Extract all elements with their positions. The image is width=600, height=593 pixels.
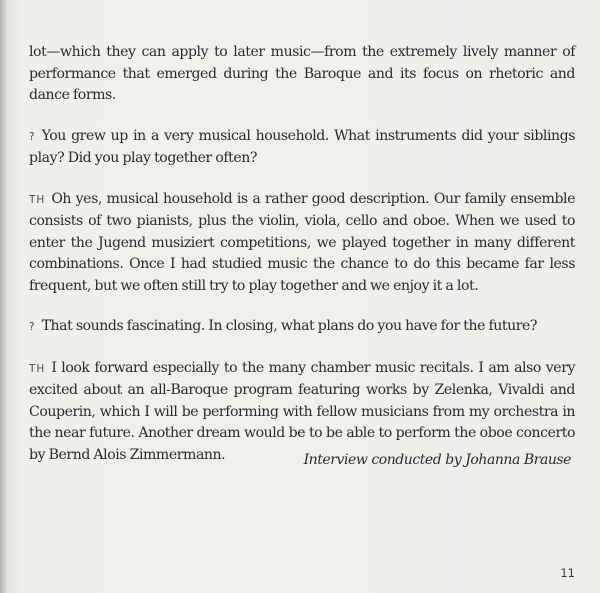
intro-text: lot—which they can apply to later music—from the extremely lively manner of performance that emerged during the Baroque and its focus on rhetoric and dance forms. [29, 44, 575, 103]
answer-1-speaker: TH [29, 193, 46, 206]
question-2-text: That sounds fascinating. In closing, what plans do you have for the future? [41, 318, 538, 334]
interview-credit: Interview conducted by Johanna Brause [303, 452, 571, 468]
question-1-text: You grew up in a very musical household. What instruments did your siblings play? Did you play together often? [29, 127, 575, 166]
answer-2-text: I look forward especially to the many chamber music recitals. I am also very excited about an all-Baroque program featuring works by Zelenka, Vivaldi and Couperin, which I will be performing with fellow musicians from my orchestra in the near future. Another dream would be to be able to perform the oboe concerto by Bernd Alois Zimmermann. [29, 359, 575, 463]
answer-1 [29, 189, 575, 298]
answer-1-text: Oh yes, musical household is a rather good description. Our family ensemble consists of two pianists, plus the violin, viola, cello and oboe. When we used to enter the Jugend musiziert competitions, we played together in many different combinations. Once I had studied music the chance to do this became far less frequent, but we often still try to play together and we enjoy it a lot. [29, 190, 575, 294]
question-2-speaker: ? [29, 321, 36, 333]
answer-2-speaker: TH [29, 362, 46, 375]
question-2 [29, 316, 575, 339]
question-1 [29, 126, 575, 170]
interview-text [29, 42, 575, 466]
page-number: 11 [560, 566, 575, 580]
intro-paragraph [29, 42, 575, 107]
question-1-speaker: ? [29, 130, 36, 143]
spine-shadow [0, 0, 8, 593]
answer-2 [29, 358, 575, 467]
